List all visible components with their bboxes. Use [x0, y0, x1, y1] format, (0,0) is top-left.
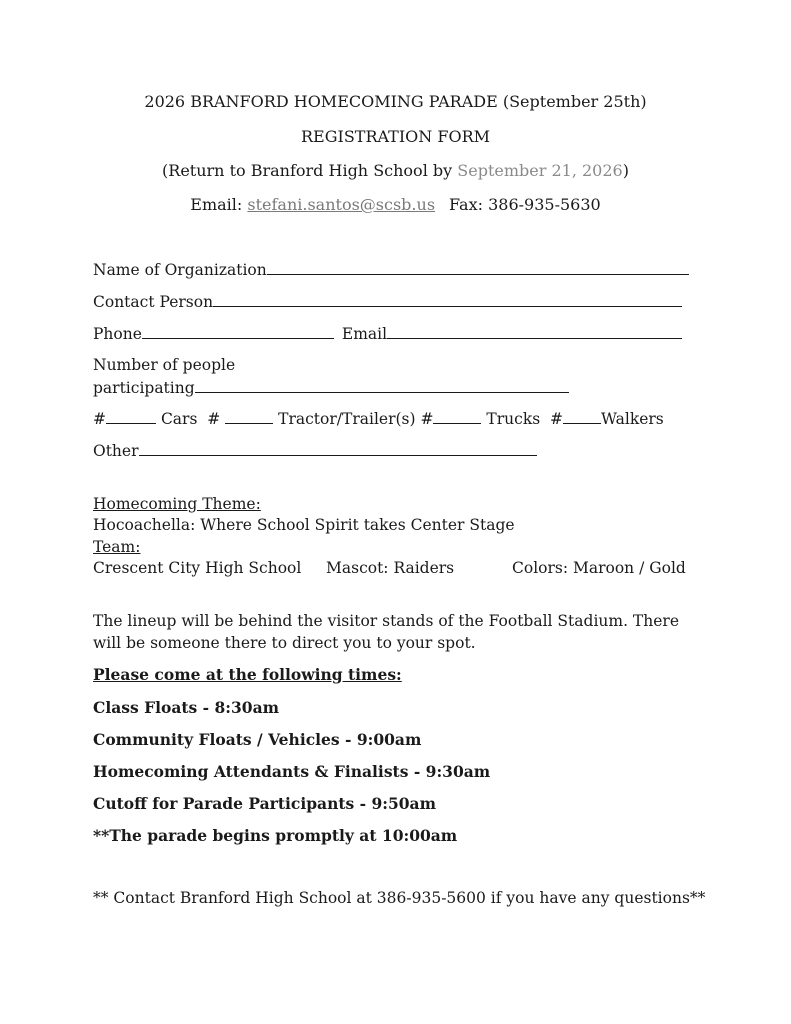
organization-field[interactable] [267, 260, 689, 275]
team-mascot: Mascot: Raiders [326, 559, 455, 577]
time-item-community-floats: Community Floats / Vehicles - 9:00am [93, 730, 422, 749]
organization-row [93, 260, 689, 279]
form-subtitle: REGISTRATION FORM [300, 127, 491, 146]
return-date: September 21, 2026 [457, 161, 623, 180]
tractor-hash: # [207, 410, 221, 428]
return-instructions [0, 161, 791, 180]
theme-heading: Homecoming Theme: [93, 495, 261, 513]
time-item-attendants: Homecoming Attendants & Finalists - 9:30am [93, 762, 491, 781]
contact-person-label: Contact Person [93, 293, 214, 311]
phone-field[interactable] [142, 324, 334, 339]
team-heading: Team: [93, 538, 141, 556]
people-label-line1: Number of people [93, 356, 236, 374]
time-item-class-floats: Class Floats - 8:30am [93, 698, 280, 717]
vehicle-counts-row [93, 409, 664, 428]
phone-label: Phone [93, 325, 142, 343]
fax-number: Fax: 386-935-5630 [449, 195, 601, 214]
return-prefix: (Return to Branford High School by [162, 161, 458, 180]
other-label: Other [93, 442, 139, 460]
people-count-field[interactable] [195, 378, 569, 393]
team-colors: Colors: Maroon / Gold [512, 559, 686, 577]
time-item-cutoff: Cutoff for Parade Participants - 9:50am [93, 794, 436, 813]
contact-person-field[interactable] [213, 292, 682, 307]
contact-row [93, 292, 682, 311]
other-row [93, 441, 537, 460]
cars-label: Cars [160, 410, 198, 428]
cars-hash: # [93, 410, 106, 428]
footer-contact-note: ** Contact Branford High School at 386-935-5600 if you have any questions** [93, 889, 706, 907]
trucks-count-field[interactable] [433, 409, 481, 424]
contact-info [0, 195, 791, 214]
theme-text: Hocoachella: Where School Spirit takes Center Stage [93, 516, 515, 534]
email-field[interactable] [387, 324, 682, 339]
email-link[interactable]: stefani.santos@scsb.us [247, 195, 436, 214]
walkers-count-field[interactable] [563, 409, 601, 424]
email-label: Email: [190, 195, 248, 214]
lineup-line-1: The lineup will be behind the visitor stands of the Football Stadium. There [93, 612, 680, 630]
tractor-count-field[interactable] [225, 409, 273, 424]
walkers-label: Walkers [601, 410, 664, 428]
time-item-parade-start: **The parade begins promptly at 10:00am [93, 826, 458, 845]
other-field[interactable] [139, 441, 537, 456]
walkers-hash: # [550, 410, 564, 428]
trucks-label: Trucks [486, 410, 541, 428]
times-heading: Please come at the following times: [93, 665, 402, 684]
people-label-line2: participating [93, 379, 195, 397]
trucks-hash: # [420, 410, 434, 428]
people-row [93, 378, 569, 397]
tractor-label: Tractor/Trailer(s) [278, 410, 416, 428]
return-suffix: ) [622, 161, 629, 180]
organization-label: Name of Organization [93, 261, 267, 279]
team-name: Crescent City High School [93, 559, 302, 577]
form-title: 2026 BRANFORD HOMECOMING PARADE (September 25th) [144, 92, 647, 111]
cars-count-field[interactable] [106, 409, 156, 424]
email-field-label: Email [341, 325, 388, 343]
phone-email-row [93, 324, 682, 343]
lineup-line-2: will be someone there to direct you to your spot. [93, 634, 476, 652]
